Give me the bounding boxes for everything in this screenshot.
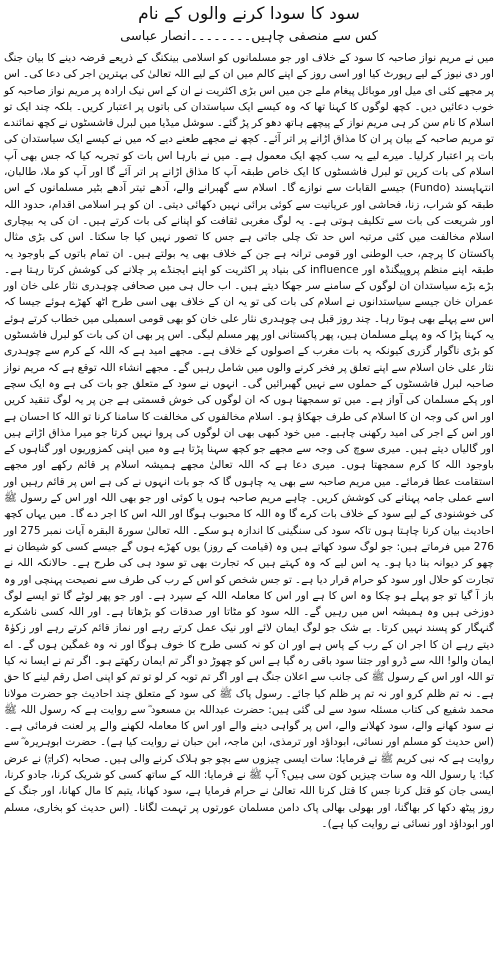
article-byline: کس سے منصفی چاہیں۔۔۔۔۔۔۔۔انصار عباسی xyxy=(120,29,378,44)
article-headline: سود کا سودا کرنے والوں کے نام xyxy=(138,4,360,24)
article-body: میں نے مریم نواز صاحبہ کا سود کے خلاف اور جو مسلمانوں کو اسلامی بینکنگ کے ذریعے قرضہ دینے کا بیان جنگ اور دی نیوز کے لیے رپورٹ کیا اور اسی روز کے اپنے کالم میں ان کے لیے اللہ تعالیٰ کی بہترین اجر کی دعا کی۔ اس پر مجھے کئی ای میل اور موبائل پیغام ملے جن میں اس بڑی اکثریت نے ان کے اس نیک ارادہ پر مریم نواز صاحبہ کو خوب دعائیں دیں۔ کچھ لوگوں کا کہنا تھا کہ وہ کیسے ایک سیاستدان کی باتوں پر اعتبار کریں۔ بلکہ چند ایک تو اسلام کا نام سن کر ہی مریم نواز کے پیچھے ہاتھ دھو کر پڑ گئے۔ سوشل میڈیا میں لبرل فاشسٹوں نے کچھ نمائندے تو مریم صاحبہ کے بیان پر ان کا مذاق اڑانے پر اتر آئے۔ کچھ نے مجھے طعنے دیے کہ میں نے کیسے ایک سیاستدان کی بات پر اعتبار کرلیا۔ میرے لیے یہ سب کچھ ایک معمول ہے۔ میں نے بارہا اس بات کو تجربہ کیا کہ جس بھی آپ اسلام کی بات کریں تو لبرل فاشسٹوں کا ایک خاص طبقہ آپ کا مذاق اڑانے پر اتر آئے گا اور آپ کو ملا، طالبان، انتہاپسند (Fundo) جیسے القابات سے نوازے گا۔ اسلام سے گھبرانے والے، آدھے تیتر آدھے بٹیر مسلمانوں کے اس طبقہ کو شراب، زنا، فحاشی اور عریانیت سے کوئی برائی نہیں دکھائی دیتی۔ ان کو ہر اسلامی اقدام، حدود اللہ اور شریعت کی بات سے تکلیف ہوتی ہے۔ یہ لوگ مغربی ثقافت کو اپنانے کی بات کرتے ہیں۔ ان کی یہ بیچاری اسلام مخالفت میں کئی مرتبہ اس حد تک چلی جاتی ہے جس کا تصور نہیں کیا جا سکتا۔ اس کی بڑی مثال پاکستان کا پرچم، حب الوطنی اور قومی ترانہ ہے جن کے خلاف بھی یہ بولتے ہیں۔ ان تمام باتوں کے باوجود یہ طبقہ اپنے منظم پروپیگنڈہ اور influence کی بنیاد پر اکثریت کو اپنے ایجنڈے پر چلانے کی کوشش کرتا رہتا ہے۔ بڑے بڑے سیاستدان ان لوگوں کے سامنے سر جھکا دیتے ہیں۔ اب حال ہی میں صحافی چوہدری نثار علی خان اور عمران خان جیسے سیاستدانوں نے اسلام کی بات کی تو یہ ان کے خلاف بھی اسی طرح اٹھ کھڑے ہوئے جیسا کہ اس سے پہلے بھی ہوتا رہا۔ چند روز قبل ہی چوہدری نثار علی خان کو بھی قومی اسمبلی میں خطاب کرتے ہوئے یہ کہنا پڑا کہ وہ پہلے مسلمان ہیں، پھر پاکستانی اور پھر مسلم لیگی۔ اس پر بھی ان کی بات کو لبرل فاشسٹوں کو بڑی ناگوار گزری کیونکہ یہ بات مغرب کے اصولوں کے خلاف ہے۔ مجھے امید ہے کہ اللہ کے کرم سے چوہدری نثار علی خان اسلام سے اپنے تعلق پر فخر کرنے والوں میں شامل رہیں گے۔ مجھے انشاء اللہ توقع ہے کہ مریم نواز صاحبہ لبرل فاشسٹوں کے حملوں سے نہیں گھبرائیں گی۔ انہوں نے سود کے متعلق جو بات کی ہے وہ ایک سچے اور پکے مسلمان کی آواز ہے۔ میں تو سمجھتا ہوں کہ ان لوگوں کی خوش قسمتی ہے جن پر یہ لوگ تنقید کریں اور اس کی وجہ ان کا اسلام کی طرف جھکاؤ ہو۔ اسلام مخالفوں کی مخالفت کا سامنا کرنا تو اللہ کا احسان ہے اور اس کے اجر کی امید رکھنی چاہیے۔ میں خود کبھی بھی ان لوگوں کی پروا نہیں کرتا جو میرا مذاق اڑاتے ہیں اور گالیاں دیتے ہیں۔ میری سوچ کی وجہ سے مجھے جو کچھ سہنا پڑتا ہے وہ میں اپنی کمزوریوں اور گناہوں کے باوجود اللہ کا کرم سمجھتا ہوں۔ میری دعا ہے کہ اللہ تعالیٰ مجھے ہمیشہ اسلام پر قائم رکھے اور مجھے استقامت عطا فرمائے۔ میں مریم صاحبہ سے بھی یہ چاہوں گا کہ جو بات انہوں نے کی ہے اس پر قائم رہیں اور اسے عملی جامہ پہنانے کی کوشش کریں۔ چاہے مریم صاحبہ ہوں یا کوئی اور جو بھی اللہ اور اس کے رسول ﷺ کی خوشنودی کے لیے سود کے خلاف بات کرے گا وہ اللہ کا محبوب ہوگا اور اللہ اس کا اجر دے گا۔ میں یہاں کچھ احادیث بیان کرنا چاہتا ہوں تاکہ سود کی سنگینی کا اندازہ ہو سکے۔ اللہ تعالیٰ سورۃ البقرہ آیات نمبر 275 اور 276 میں فرماتے ہیں: جو لوگ سود کھاتے ہیں وہ (قیامت کے روز) یوں کھڑے ہوں گے جیسے کسی کو شیطان نے چھو کر دیوانہ بنا دیا ہو۔ یہ اس لیے کہ وہ کہتے ہیں کہ تجارت بھی تو سود ہی کی طرح ہے۔ حالانکہ اللہ نے تجارت کو حلال اور سود کو حرام قرار دیا ہے۔ تو جس شخص کو اس کے رب کی طرف سے نصیحت پہنچی اور وہ باز آ گیا تو جو پہلے ہو چکا وہ اس کا ہے اور اس کا معاملہ اللہ کے سپرد ہے۔ اور جو پھر لوٹے گا تو ایسے لوگ دوزخی ہیں وہ ہمیشہ اس میں رہیں گے۔ اللہ سود کو مٹاتا اور صدقات کو بڑھاتا ہے۔ اور اللہ کسی ناشکرے گنہگار کو پسند نہیں کرتا۔ بے شک جو لوگ ایمان لائے اور نیک عمل کرتے رہے اور نماز قائم کرتے رہے اور زکوٰۃ دیتے رہے ان کا اجر ان کے رب کے پاس ہے اور ان کو نہ کسی طرح کا خوف ہوگا اور نہ وہ غمگین ہوں گے۔ اے ایمان والو! اللہ سے ڈرو اور جتنا سود باقی رہ گیا ہے اس کو چھوڑ دو اگر تم ایمان رکھتے ہو۔ اگر تم نے ایسا نہ کیا تو اللہ اور اس کے رسول ﷺ کی جانب سے اعلان جنگ ہے اور اگر تم توبہ کر لو تو تم کو اپنی اصل رقم لینے کا حق ہے۔ نہ تم ظلم کرو اور نہ تم پر ظلم کیا جائے۔ رسول پاک ﷺ کی سود کے متعلق چند احادیث جو حضرت مولانا محمد شفیع کی کتاب مسئلہ سود سے لی گئی ہیں: حضرت عبداللہ بن مسعود ؓ سے روایت ہے کہ رسول اللہ ﷺ نے سود کھانے والے، سود کھلانے والے، اس پر گواہی دینے والے اور اس کا معاملہ لکھنے والے پر لعنت فرمائی ہے۔ (اس حدیث کو مسلم اور نسائی، ابوداؤد اور ترمذی، ابن ماجہ، ابن حبان نے روایت کیا ہے)۔ حضرت ابوہریرہ ؓ سے روایت ہے کہ نبی کریم ﷺ نے فرمایا: سات ایسی چیزوں سے بچو جو ہلاک کرنے والی ہیں۔ صحابہ (کرامؓ) نے عرض کیا: یا رسول اللہ وہ سات چیزیں کون سی ہیں؟ آپ ﷺ نے فرمایا: اللہ کے ساتھ کسی کو شریک کرنا، جادو کرنا، ایسی جان کو قتل کرنا جس کا قتل کرنا اللہ تعالیٰ نے حرام فرمایا ہے، سود کھانا، یتیم کا مال کھانا، اور جنگ کے روز پیٹھ دکھا کر بھاگنا، اور بھولی بھالی پاک دامن مسلمان عورتوں پر تہمت لگانا۔ (اس حدیث کو بخاری، مسلم اور ابوداؤد اور نسائی نے روایت کیا ہے)۔ xyxy=(4,52,495,830)
newspaper-column xyxy=(0,2,498,976)
